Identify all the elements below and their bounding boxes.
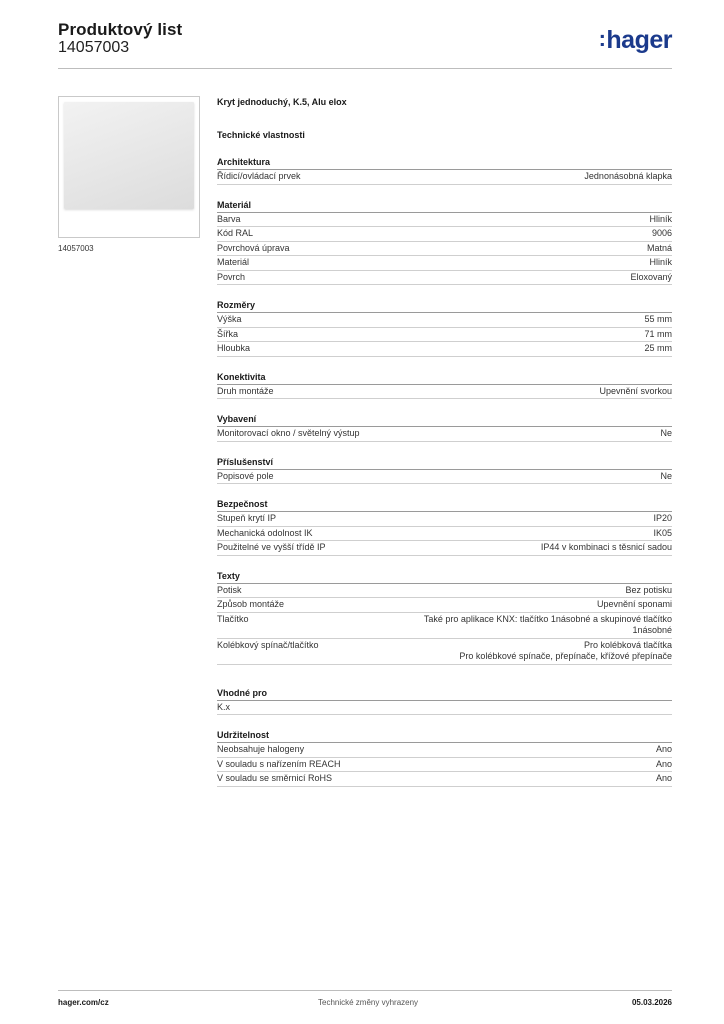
spec-value-line: Ne — [660, 428, 672, 438]
spec-section — [217, 729, 672, 787]
spec-label: Stupeň krytí IP — [217, 513, 277, 523]
spec-value-line: Ne — [660, 470, 672, 481]
spec-label: V souladu s nařízením REACH — [217, 758, 341, 769]
section-title: Texty — [217, 570, 672, 584]
spec-value — [644, 329, 672, 341]
spec-label: Mechanická odolnost IK — [217, 527, 313, 538]
spec-section — [217, 371, 672, 400]
spec-row — [217, 342, 672, 357]
spec-value — [541, 542, 672, 554]
spec-value — [597, 599, 672, 611]
spec-label: Výška — [217, 314, 242, 324]
spec-row — [217, 527, 672, 542]
spec-label: Materiál — [217, 257, 250, 267]
spec-value-line: Hliník — [649, 213, 672, 224]
spec-section — [217, 456, 672, 485]
spec-value — [625, 585, 672, 597]
spec-value — [644, 343, 672, 355]
spec-value — [649, 214, 672, 226]
spec-row — [217, 427, 672, 442]
spec-value — [647, 243, 672, 255]
page-header — [58, 20, 672, 70]
spec-row — [217, 227, 672, 242]
spec-section — [217, 498, 672, 556]
section-title: Rozměry — [217, 299, 672, 313]
spec-row — [217, 170, 672, 185]
section-title: Udržitelnost — [217, 729, 672, 743]
spec-value-line: IK05 — [653, 527, 672, 538]
tech-heading: Technické vlastnosti — [217, 130, 305, 140]
spec-value-line: Hliník — [649, 257, 672, 267]
spec-label: Způsob montáže — [217, 599, 285, 609]
spec-value — [649, 257, 672, 269]
spec-label: Barva — [217, 213, 241, 224]
spec-row — [217, 242, 672, 257]
spec-section — [217, 413, 672, 442]
header-divider — [58, 68, 672, 69]
spec-section — [217, 687, 672, 716]
spec-value-line: Ano — [655, 773, 672, 783]
spec-value — [660, 428, 672, 440]
spec-value — [644, 314, 672, 326]
hager-logo: :hager — [598, 26, 672, 54]
spec-row — [217, 313, 672, 328]
spec-value — [584, 171, 672, 183]
spec-value — [653, 513, 672, 525]
spec-value-line: 55 mm — [644, 314, 672, 324]
footer-website[interactable]: hager.com/cz — [58, 998, 109, 1007]
spec-row — [217, 512, 672, 527]
spec-label: Řídicí/ovládací prvek — [217, 171, 301, 181]
spec-label: V souladu se směrnicí RoHS — [217, 773, 333, 783]
spec-value-line: 9006 — [651, 228, 672, 238]
section-title: Materiál — [217, 199, 672, 213]
spec-label: Hloubka — [217, 343, 251, 353]
spec-row — [217, 772, 672, 787]
footer-date: 05.03.2026 — [631, 998, 672, 1007]
spec-label: Povrchová úprava — [217, 242, 290, 253]
spec-value — [653, 528, 672, 540]
spec-row — [217, 213, 672, 228]
spec-value-line: Jednonásobná klapka — [584, 171, 672, 181]
spec-value-line: 1násobné — [632, 625, 672, 635]
spec-label: Neobsahuje halogeny — [217, 744, 305, 754]
section-title: Příslušenství — [217, 456, 672, 470]
section-title: Architektura — [217, 156, 672, 170]
spec-value-line: 25 mm — [644, 343, 672, 353]
section-title: Bezpečnost — [217, 498, 672, 512]
spec-label: Monitorovací okno / světelný výstup — [217, 428, 360, 438]
product-name: Kryt jednoduchý, K.5, Alu elox — [217, 97, 347, 107]
spec-value-line: Ano — [655, 744, 672, 754]
spec-row — [217, 701, 672, 716]
spec-row — [217, 470, 672, 485]
spec-value — [630, 272, 672, 284]
spec-row — [217, 271, 672, 286]
spec-label: Kód RAL — [217, 228, 254, 238]
spec-label: K.x — [217, 701, 231, 712]
section-title: Konektivita — [217, 371, 672, 385]
spec-section — [217, 199, 672, 286]
spec-row — [217, 598, 672, 613]
spec-label: Druh montáže — [217, 385, 274, 396]
spec-value — [599, 386, 672, 398]
spec-row — [217, 743, 672, 758]
spec-value — [656, 744, 672, 756]
spec-section — [217, 570, 672, 665]
section-title: Vhodné pro — [217, 687, 672, 701]
spec-value-line: Upevnění svorkou — [599, 385, 672, 396]
document-code: 14057003 — [58, 39, 130, 56]
spec-sections — [217, 156, 672, 787]
spec-value-line: IP20 — [653, 513, 672, 523]
logo-text: hager — [606, 26, 672, 54]
product-image-caption: 14057003 — [58, 244, 94, 253]
spec-label: Povrch — [217, 271, 246, 282]
spec-label: Kolébkový spínač/tlačítko — [217, 639, 319, 650]
spec-value-line: Pro kolébková tlačítka — [583, 639, 672, 650]
spec-value-line: Bez potisku — [625, 584, 672, 595]
spec-content — [217, 96, 672, 787]
spec-row — [217, 639, 672, 665]
spec-row — [217, 584, 672, 599]
footer-divider — [58, 990, 672, 991]
spec-value-line: 71 mm — [644, 328, 672, 339]
document-title: Produktový list — [58, 20, 183, 39]
spec-value-line: Také pro aplikace KNX: tlačítko 1násobné a skupinové tlačítko — [423, 613, 672, 624]
spec-value — [424, 614, 672, 637]
spec-row — [217, 328, 672, 343]
spec-label: Šířka — [217, 328, 239, 339]
spec-row — [217, 385, 672, 400]
spec-value-line: IP44 v kombinaci s těsnicí sadou — [540, 542, 672, 552]
spec-row — [217, 613, 672, 639]
spec-label: Popisové pole — [217, 470, 274, 481]
spec-value-line: Ano — [655, 758, 672, 769]
product-image — [58, 96, 200, 238]
spec-label: Tlačítko — [217, 613, 249, 624]
section-title: Vybavení — [217, 413, 672, 427]
spec-value — [660, 471, 672, 483]
spec-value — [656, 759, 672, 771]
spec-value — [459, 640, 672, 663]
spec-label: Potisk — [217, 584, 242, 595]
spec-value — [652, 228, 672, 240]
product-cover-plate — [64, 102, 194, 209]
spec-value-line: Matná — [646, 242, 672, 253]
spec-section — [217, 299, 672, 357]
footer-disclaimer: Technické změny vyhrazeny — [318, 998, 419, 1007]
spec-row — [217, 541, 672, 556]
spec-value-line: Eloxovaný — [630, 271, 672, 282]
spec-value — [656, 773, 672, 785]
spec-row — [217, 256, 672, 271]
spec-value-line: Upevnění sponami — [596, 599, 672, 609]
spec-section — [217, 156, 672, 185]
spec-row — [217, 758, 672, 773]
spec-value-line: Pro kolébkové spínače, přepínače, křížové přepínače — [459, 651, 672, 661]
spec-label: Použitelné ve vyšší třídě IP — [217, 542, 326, 552]
